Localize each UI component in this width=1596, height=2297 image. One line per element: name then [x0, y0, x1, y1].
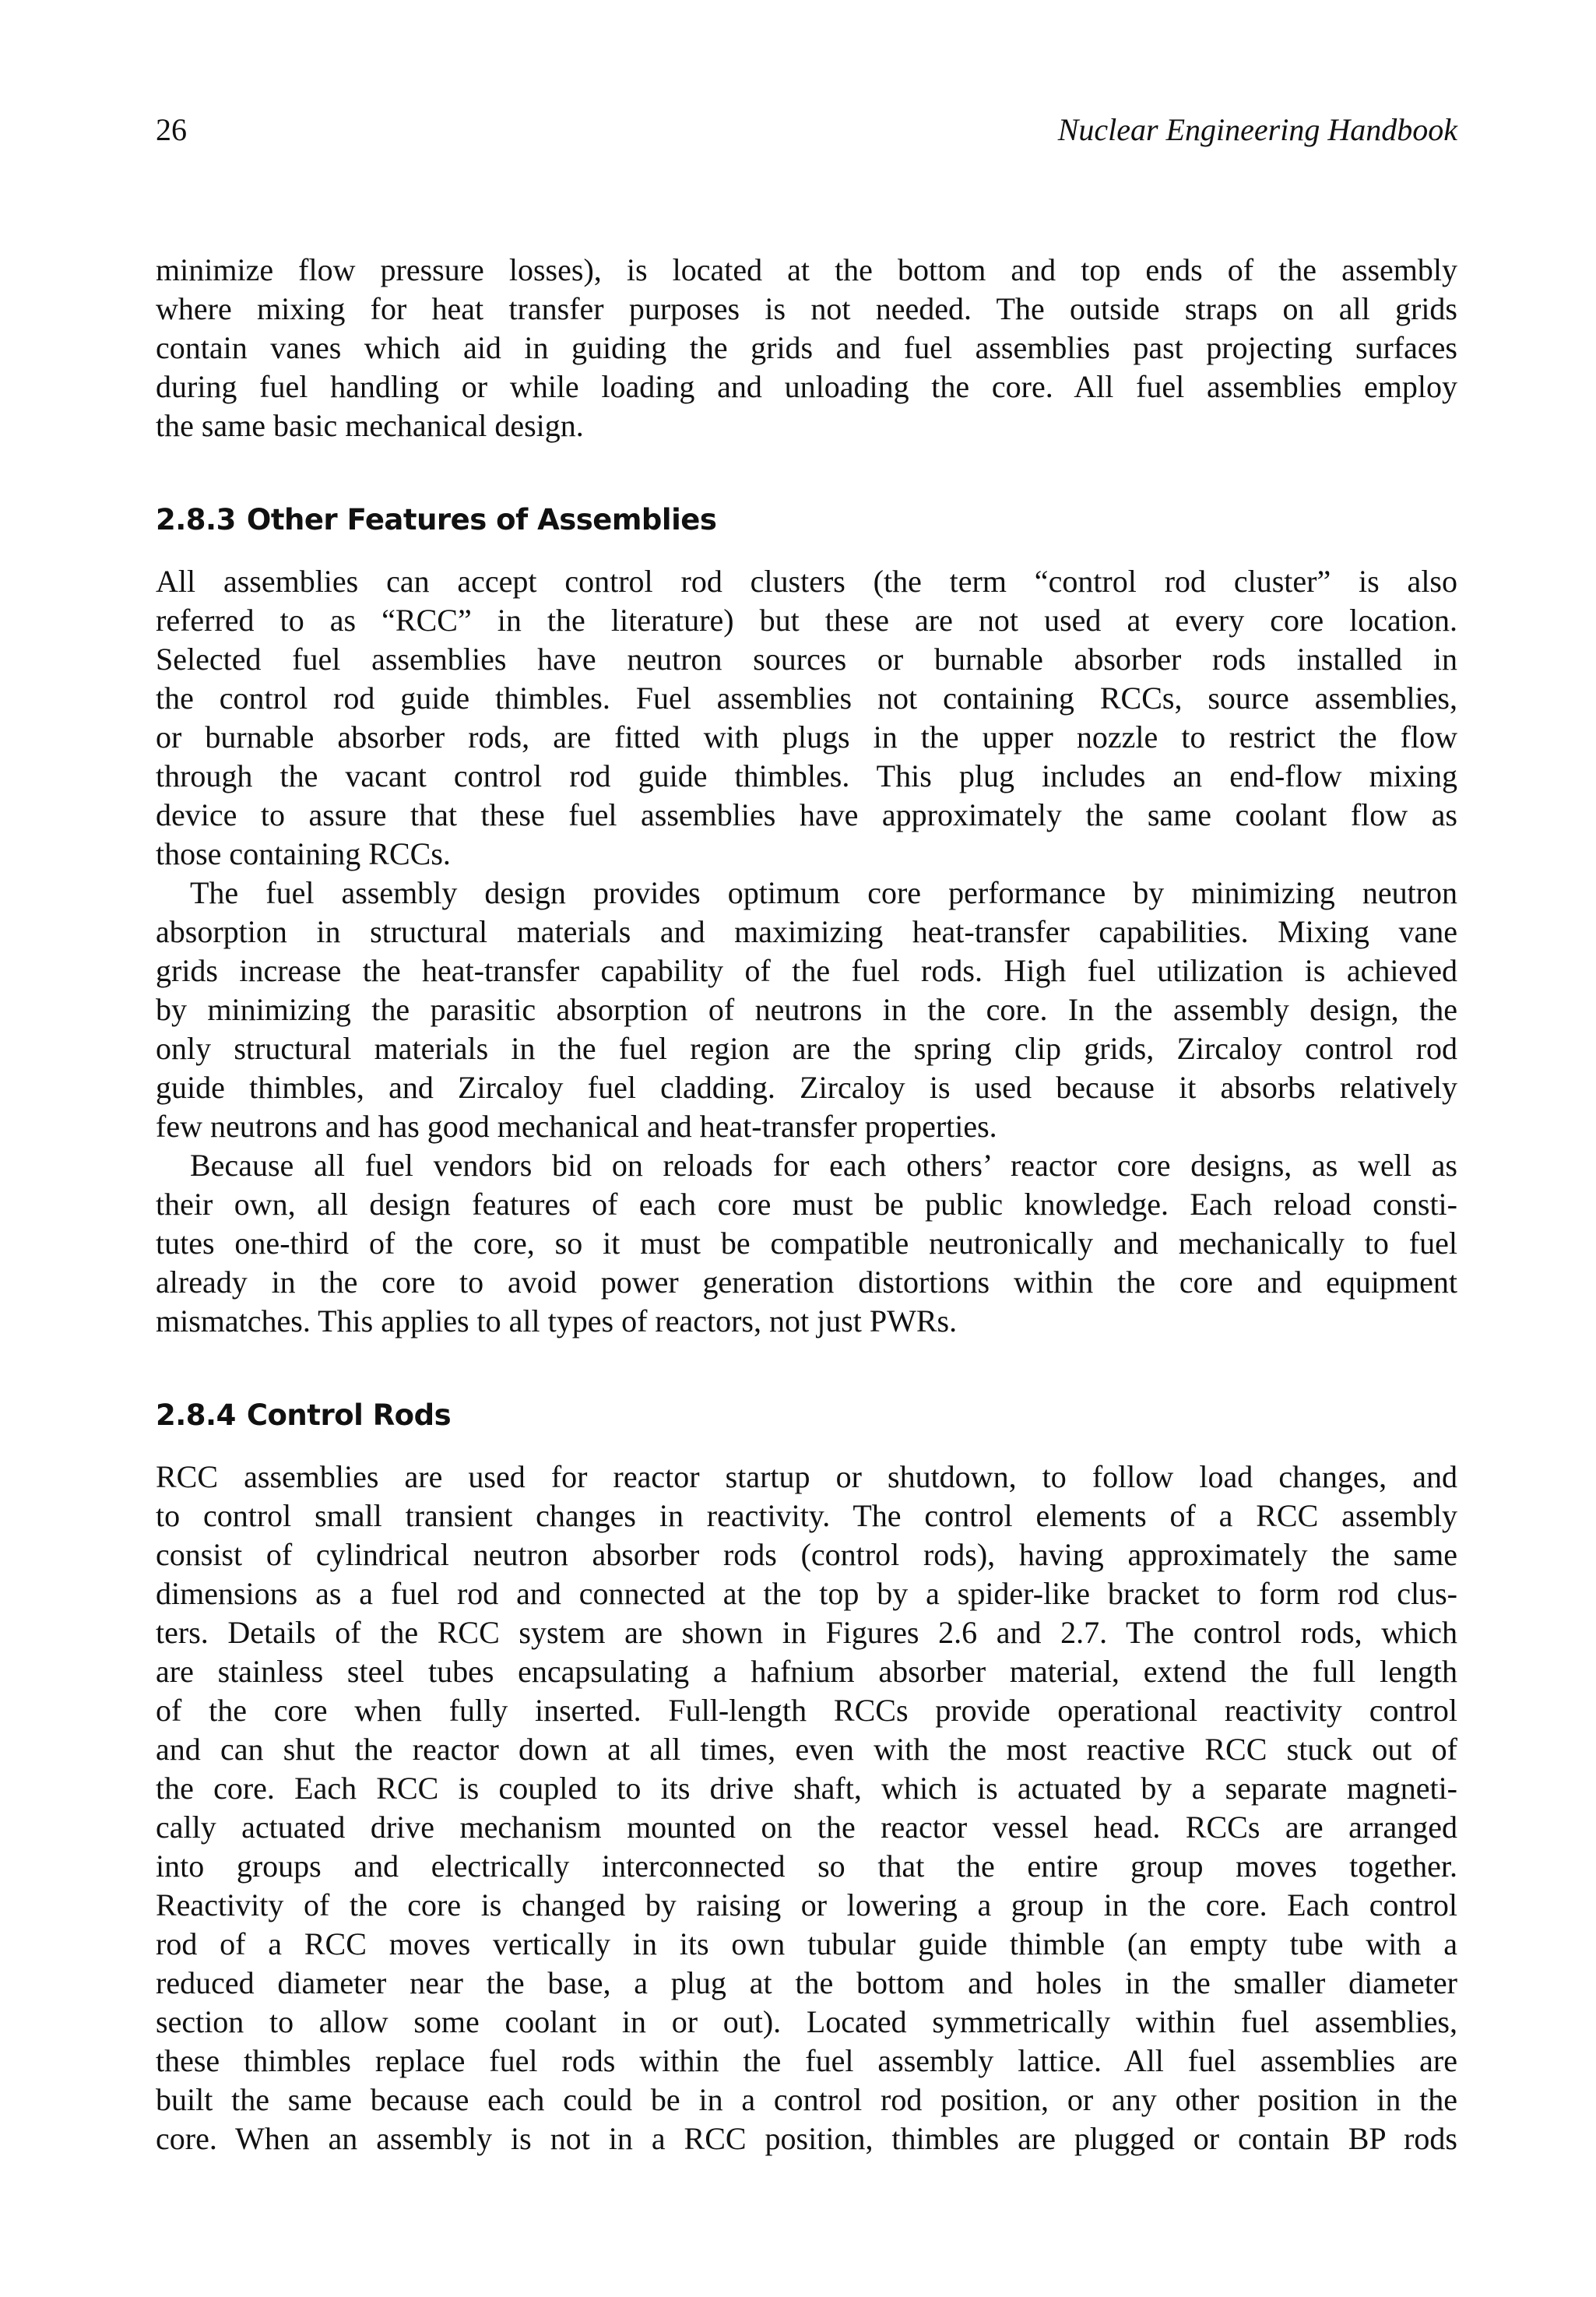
text-line: to control small transient changes in reactivity. The control elements of a RCC assembly	[156, 1498, 1457, 1533]
text-line: those containing RCCs.	[156, 836, 451, 871]
text-line: cally actuated drive mechanism mounted on the reactor vessel head. RCCs are arranged	[156, 1810, 1457, 1845]
text-line: RCC assemblies are used for reactor startup or shutdown, to follow load changes, and	[156, 1459, 1457, 1494]
text-line: into groups and electrically interconnected so that the entire group moves together.	[156, 1849, 1457, 1884]
text-line: referred to as “RCC” in the literature) but these are not used at every core location.	[156, 603, 1457, 638]
text-line: are stainless steel tubes encapsulating a hafnium absorber material, extend the full length	[156, 1654, 1457, 1689]
paragraph	[156, 1146, 1457, 1341]
text-line: or burnable absorber rods, are fitted with plugs in the upper nozzle to restrict the flow	[156, 719, 1457, 755]
page-number: 26	[156, 112, 187, 147]
section-heading-2-8-4	[156, 1396, 1457, 1435]
text-line: dimensions as a fuel rod and connected at the top by a spider-like bracket to form rod clus-	[156, 1576, 1457, 1611]
text-line: these thimbles replace fuel rods within the fuel assembly lattice. All fuel assemblies are	[156, 2043, 1457, 2078]
intro-paragraph	[156, 251, 1457, 445]
text-line: through the vacant control rod guide thimbles. This plug includes an end-flow mixing	[156, 758, 1457, 793]
text-line: of the core when fully inserted. Full-length RCCs provide operational reactivity control	[156, 1693, 1457, 1728]
text-line: rod of a RCC moves vertically in its own tubular guide thimble (an empty tube with a	[156, 1926, 1457, 1961]
paragraph	[156, 562, 1457, 874]
text-line: the control rod guide thimbles. Fuel assemblies not containing RCCs, source assemblies,	[156, 681, 1457, 716]
text-line: grids increase the heat-transfer capability of the fuel rods. High fuel utilization is achieved	[156, 953, 1457, 988]
section-2-8-3-paragraph-2	[156, 874, 1457, 1146]
section-heading	[156, 1396, 1457, 1435]
text-line: minimize flow pressure losses), is located at the bottom and top ends of the assembly	[156, 252, 1457, 287]
text-line: their own, all design features of each core must be public knowledge. Each reload consti-	[156, 1187, 1457, 1222]
section-2-8-3-paragraph-3	[156, 1146, 1457, 1341]
text-line: few neutrons and has good mechanical and heat-transfer properties.	[156, 1109, 997, 1144]
paragraph	[156, 874, 1457, 1146]
section-2-8-3-paragraph-1	[156, 562, 1457, 874]
text-line: section to allow some coolant in or out). Located symmetrically within fuel assemblies,	[156, 2004, 1457, 2039]
text-line: guide thimbles, and Zircaloy fuel cladding. Zircaloy is used because it absorbs relatively	[156, 1070, 1457, 1105]
text-line: absorption in structural materials and maximizing heat-transfer capabilities. Mixing vane	[156, 914, 1457, 949]
paragraph	[156, 251, 1457, 445]
text-line: The fuel assembly design provides optimum core performance by minimizing neutron	[190, 875, 1457, 910]
text-line: reduced diameter near the base, a plug at the bottom and holes in the smaller diameter	[156, 1965, 1457, 2000]
section-heading	[156, 501, 1457, 540]
text-line: the core. Each RCC is coupled to its drive shaft, which is actuated by a separate magneti-	[156, 1771, 1457, 1806]
text-line: device to assure that these fuel assemblies have approximately the same coolant flow as	[156, 797, 1457, 832]
text-line: Reactivity of the core is changed by raising or lowering a group in the core. Each control	[156, 1887, 1457, 1922]
section-number: 2.8.3	[156, 503, 236, 536]
text-line: during fuel handling or while loading and unloading the core. All fuel assemblies employ	[156, 369, 1457, 404]
text-line: mismatches. This applies to all types of reactors, not just PWRs.	[156, 1303, 958, 1338]
text-line: Because all fuel vendors bid on reloads for each others’ reactor core designs, as well as	[190, 1148, 1457, 1183]
text-line: contain vanes which aid in guiding the grids and fuel assemblies past projecting surfaces	[156, 330, 1457, 365]
book-title: Nuclear Engineering Handbook	[1057, 112, 1457, 147]
text-line: All assemblies can accept control rod clusters (the term “control rod cluster” is also	[156, 564, 1457, 599]
text-line: consist of cylindrical neutron absorber rods (control rods), having approximately the same	[156, 1537, 1457, 1572]
text-line: by minimizing the parasitic absorption of neutrons in the core. In the assembly design, the	[156, 992, 1457, 1027]
text-line: Selected fuel assemblies have neutron sources or burnable absorber rods installed in	[156, 642, 1457, 677]
text-line: already in the core to avoid power generation distortions within the core and equipment	[156, 1265, 1457, 1300]
paragraph	[156, 1458, 1457, 2158]
text-line: only structural materials in the fuel region are the spring clip grids, Zircaloy control rod	[156, 1031, 1457, 1066]
running-header	[156, 111, 1457, 149]
section-title: Control Rods	[246, 1398, 452, 1432]
text-line: the same basic mechanical design.	[156, 408, 584, 443]
text-line: core. When an assembly is not in a RCC position, thimbles are plugged or contain BP rods	[156, 2121, 1457, 2156]
section-number: 2.8.4	[156, 1398, 236, 1432]
text-line: built the same because each could be in a control rod position, or any other position in the	[156, 2082, 1457, 2117]
text-line: where mixing for heat transfer purposes is not needed. The outside straps on all grids	[156, 291, 1457, 326]
text-line: ters. Details of the RCC system are shown in Figures 2.6 and 2.7. The control rods, which	[156, 1615, 1457, 1650]
text-line: tutes one-third of the core, so it must be compatible neutronically and mechanically to fuel	[156, 1226, 1457, 1261]
section-title: Other Features of Assemblies	[246, 503, 717, 536]
text-line: and can shut the reactor down at all times, even with the most reactive RCC stuck out of	[156, 1732, 1457, 1767]
section-2-8-4-paragraph-1	[156, 1458, 1457, 2158]
section-heading-2-8-3	[156, 501, 1457, 540]
